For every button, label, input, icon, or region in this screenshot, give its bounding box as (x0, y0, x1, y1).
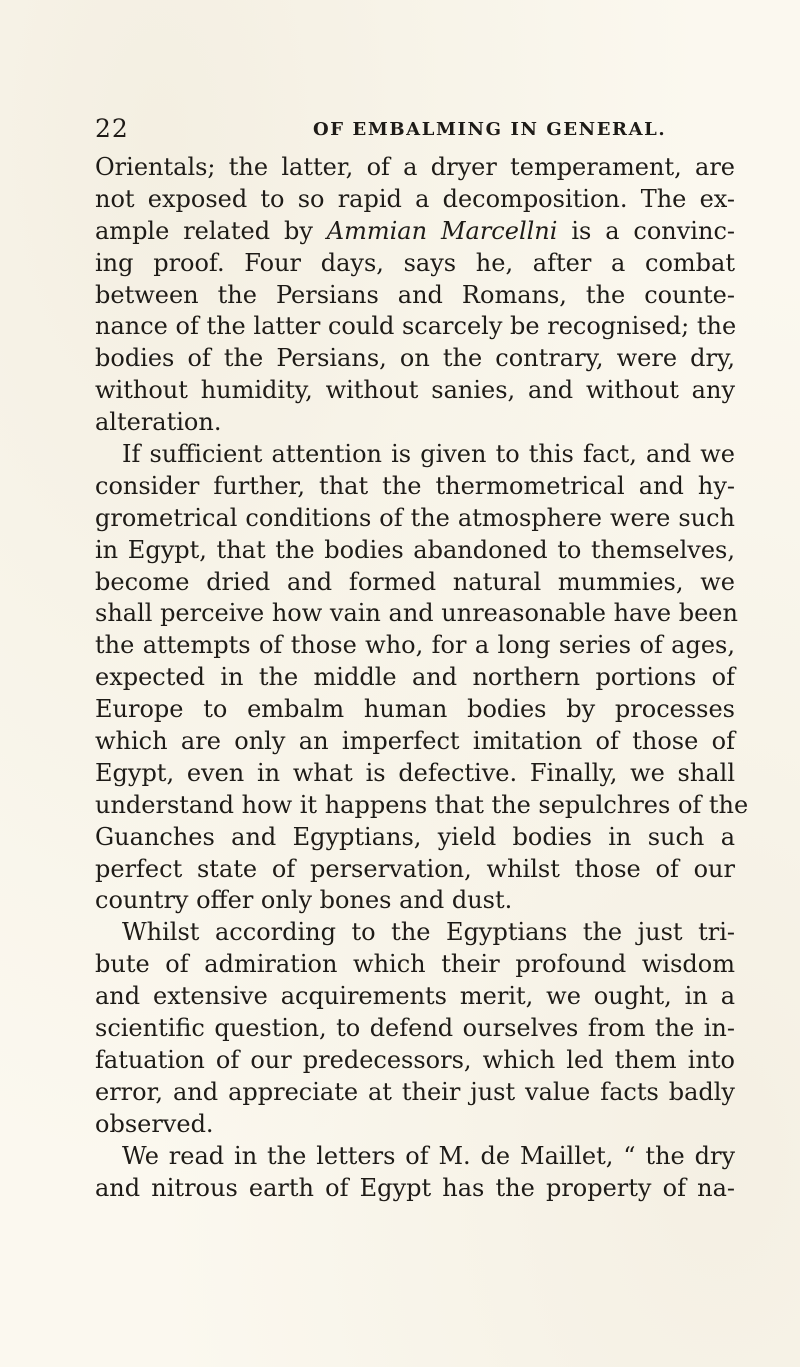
paragraph-start: Whilst according to the Egyptians the just tri- (122, 918, 735, 947)
running-head (95, 114, 735, 144)
text-line: and nitrous earth of Egypt has the property of na- (95, 1173, 735, 1202)
text-line: understand how it happens that the sepulchres of the (95, 790, 749, 819)
running-title: OF EMBALMING IN GENERAL. (313, 119, 667, 140)
text-line: shall perceive how vain and unreasonable have been (95, 599, 738, 628)
text-line: between the Persians and Romans, the counte- (95, 280, 735, 309)
text-line: ing proof. Four days, says he, after a combat (95, 248, 735, 277)
text-line: and extensive acquirements merit, we ought, in a (95, 982, 735, 1011)
paragraph-start: We read in the letters of M. de Maillet, “ the dry (122, 1141, 735, 1170)
text-line: without humidity, without sanies, and without any (95, 376, 735, 405)
text-line: Europe to embalm human bodies by processes (95, 695, 735, 724)
text-line: perfect state of perservation, whilst those of our (95, 854, 735, 883)
author-name: Ammian Marcellni (326, 216, 558, 245)
text-line: in Egypt, that the bodies abandoned to themselves, (95, 535, 735, 564)
text-line: consider further, that the thermometrical and hy- (95, 471, 735, 500)
text-line: which are only an imperfect imitation of those of (95, 727, 735, 756)
text-line: bodies of the Persians, on the contrary, were dry, (95, 344, 735, 373)
text-line: bute of admiration which their profound wisdom (95, 950, 735, 979)
text-line: become dried and formed natural mummies, we (95, 567, 735, 596)
text-line: the attempts of those who, for a long series of ages, (95, 631, 735, 660)
text-line: Egypt, even in what is defective. Finally, we shall (95, 758, 735, 787)
text-line: grometrical conditions of the atmosphere were such (95, 503, 735, 532)
text-line: nance of the latter could scarcely be recognised; the (95, 312, 737, 341)
paragraph-start: If sufficient attention is given to this fact, and we (122, 440, 735, 469)
text-line: country offer only bones and dust. (95, 886, 513, 915)
text-line: Guanches and Egyptians, yield bodies in such a (95, 822, 735, 851)
text-line: not exposed to so rapid a decomposition. The ex- (95, 184, 735, 213)
page-number: 22 (95, 114, 129, 143)
text-line: error, and appreciate at their just value facts badly (95, 1077, 735, 1106)
text-line: scientific question, to defend ourselves from the in- (95, 1014, 735, 1043)
text-line: observed. (95, 1109, 214, 1138)
body-text (95, 152, 749, 1204)
text-line: fatuation of our predecessors, which led them into (95, 1045, 735, 1074)
text-line: alteration. (95, 408, 222, 437)
text-line: ample related by Ammian Marcellni is a convinc- (95, 216, 735, 245)
text-line: expected in the middle and northern portions of (95, 663, 735, 692)
text-line: Orientals; the latter, of a dryer temperament, are (95, 153, 735, 181)
